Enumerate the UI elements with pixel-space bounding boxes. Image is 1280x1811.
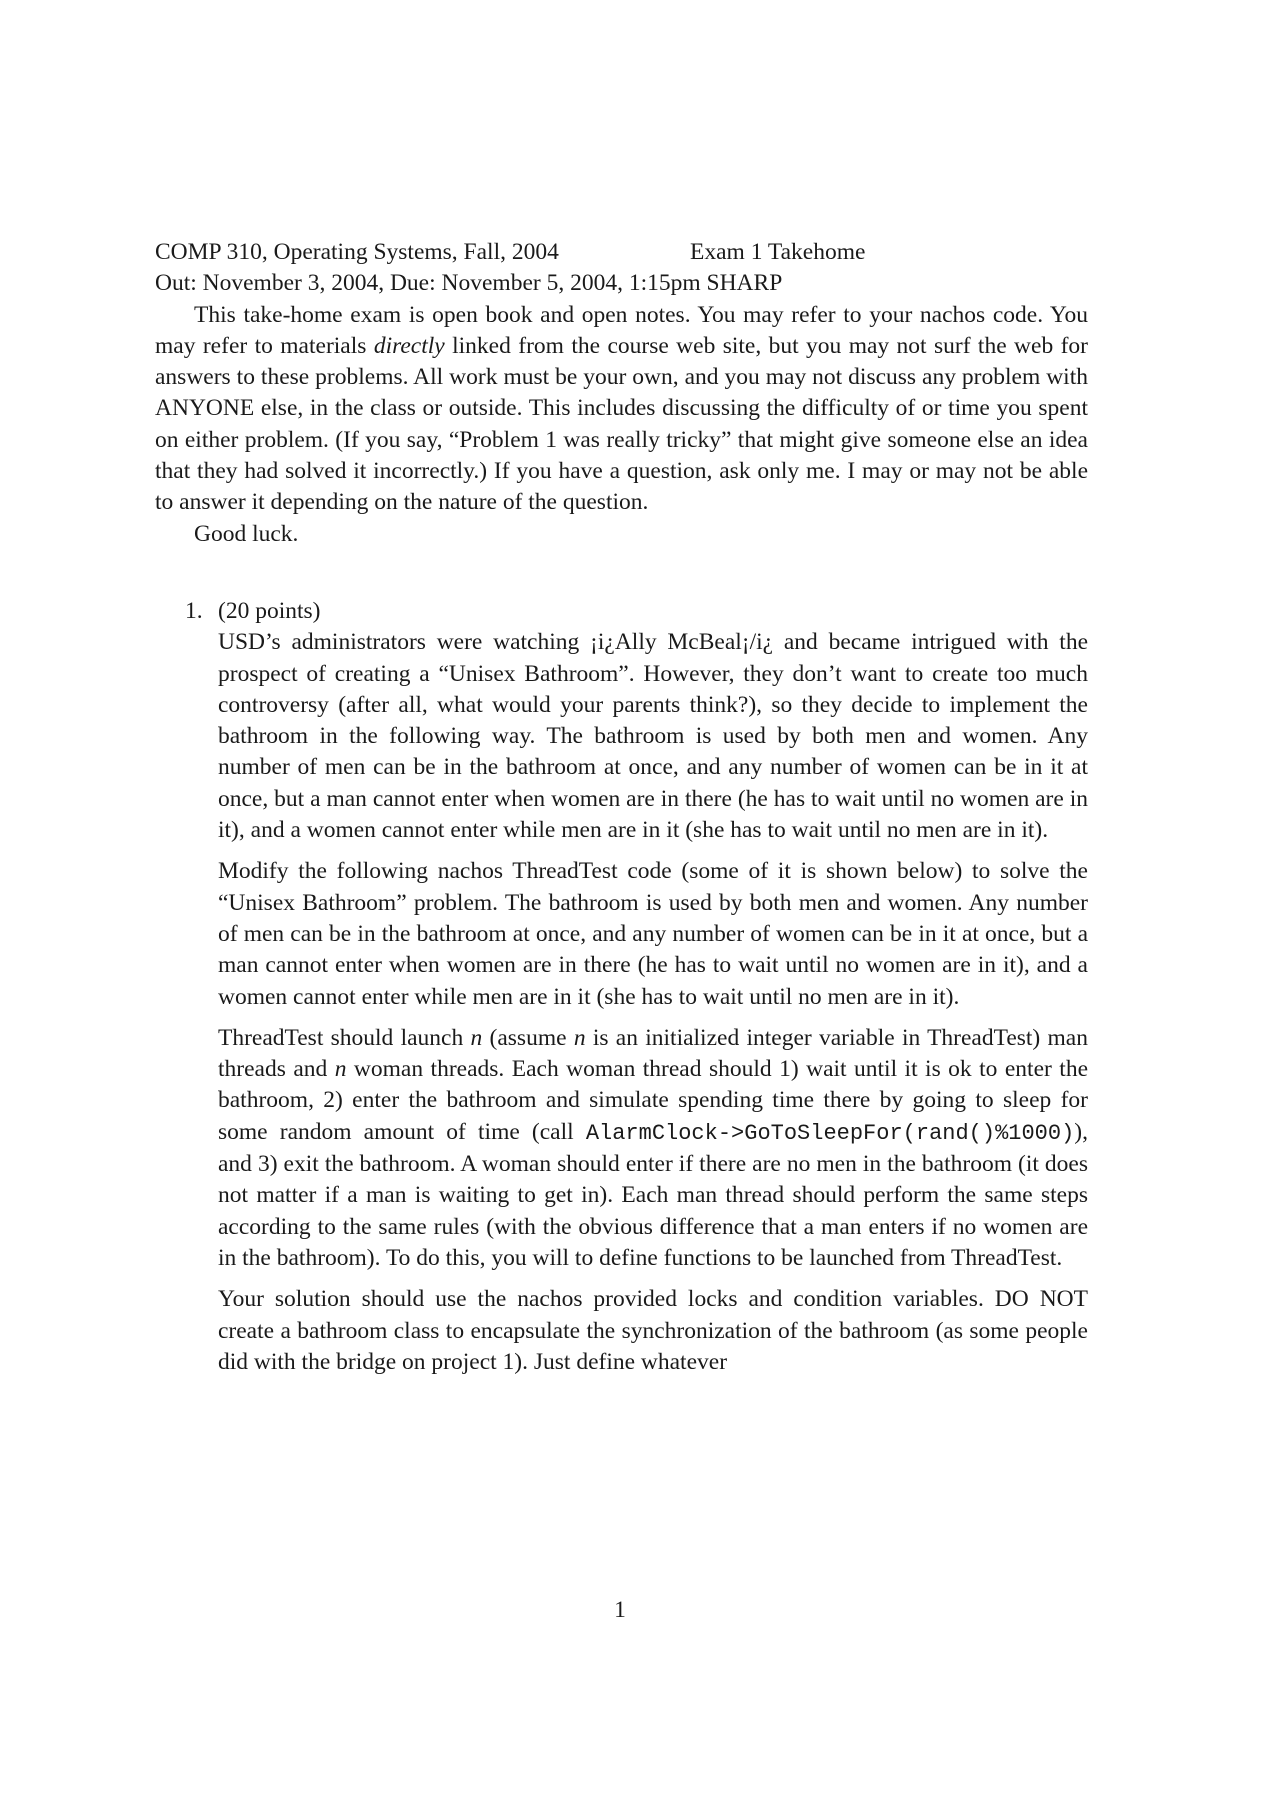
page-number: 1	[614, 1597, 626, 1623]
intro-paragraph	[155, 300, 1088, 519]
good-luck-text: Good luck.	[194, 520, 299, 547]
problem-paragraph-1: USD’s administrators were watching ¡i¿Ally McBeal¡/i¿ and became intrigued with the prospect of creating a “Unisex Bathroom”. However, they don’t want to create too much controversy (after all, what would your parents think?), so they decide to implement the bathroom in the following way. The bathroom is used by both men and women. Any number of men can be in the bathroom at once, and any number of women can be in it at once, but a man cannot enter when women are in there (he has to wait until no women are in it), and a women cannot enter while men are in it (she has to wait until no men are in it).	[218, 629, 1088, 844]
p3-text-c: is an initialized integer variable in ThreadTest) man threads and	[218, 1024, 1088, 1083]
course-title: COMP 310, Operating Systems, Fall, 2004	[155, 239, 559, 265]
problem-1	[155, 596, 1088, 1378]
problem-paragraph-3	[218, 1023, 1088, 1274]
p3-code-call: AlarmClock->GoToSleepFor(rand()%1000)	[585, 1120, 1075, 1146]
intro-text-b: linked from the course web site, but you may not surf the web for answers to these problems. All work must be your own, and you may not discuss any problem with ANYONE else, in the class or outside. This includes discussing the difficulty of or time you spent on either problem. (If you say, “Problem 1 was really tricky” that might give someone else an idea that they had solved it incorrectly.) If you have a question, ask only me. I may or may not be able to answer it depending on the nature of the question.	[155, 332, 1088, 516]
p3-var-n-2: n	[573, 1024, 586, 1051]
p3-text-e: ), and 3) exit the bathroom. A woman should enter if there are no men in the bathroom (it does not matter if a man is waiting to get in). Each man thread should perform the same steps according to the same rules (with the obvious difference that a man enters if no women are in the bathroom). To do this, you will to define functions to be launched from ThreadTest.	[218, 1118, 1088, 1271]
problem-paragraph-4: Your solution should use the nachos provided locks and condition variables. DO NOT create a bathroom class to encapsulate the synchronization of the bathroom (as some people did with the bridge on project 1). Just define whatever	[218, 1286, 1088, 1375]
p3-var-n-1: n	[470, 1024, 483, 1051]
exam-title: Exam 1 Takehome	[690, 239, 866, 265]
p3-var-n-3: n	[334, 1056, 347, 1083]
exam-header	[155, 237, 1088, 268]
problem-points: (20 points)	[218, 597, 321, 624]
p3-text-a: ThreadTest should launch	[218, 1024, 471, 1051]
intro-emphasis: directly	[373, 332, 445, 359]
problem-number: 1.	[185, 597, 203, 624]
p3-text-b: (assume	[482, 1024, 574, 1051]
p3-text-d: woman threads. Each woman thread should 1) wait until it is ok to enter the bathroom, 2) enter the bathroom and simulate spending time there by going to sleep for some random amount of time (call	[218, 1056, 1088, 1145]
intro-text-a: This take-home exam is open book and open notes. You may refer to your nachos code. You may refer to materials	[155, 301, 1088, 359]
document-page	[155, 237, 1088, 1388]
exam-dates: Out: November 3, 2004, Due: November 5, 2004, 1:15pm SHARP	[155, 270, 783, 297]
problem-paragraph-2: Modify the following nachos ThreadTest code (some of it is shown below) to solve the “Unisex Bathroom” problem. The bathroom is used by both men and women. Any number of men can be in the bathroom at once, and any number of women can be in it at once, but a man cannot enter when women are in there (he has to wait until no women are in it), and a women cannot enter while men are in it (she has to wait until no men are in it).	[218, 858, 1088, 1010]
